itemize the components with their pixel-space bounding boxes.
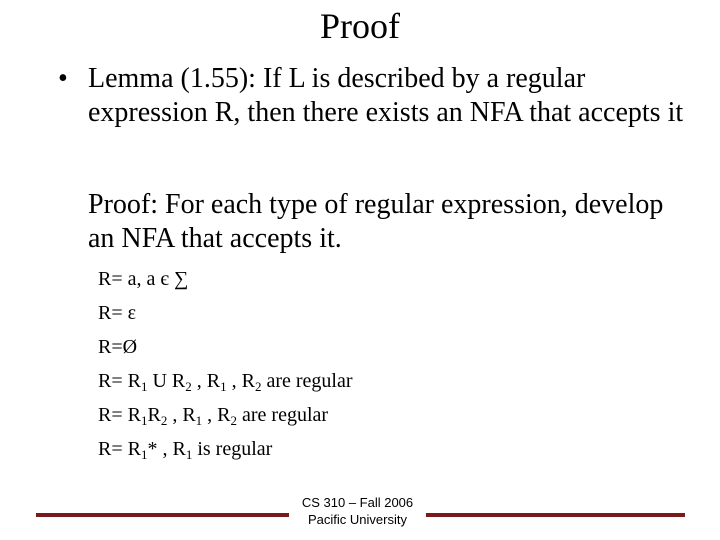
case-text: R=Ø bbox=[98, 336, 138, 358]
case-text: , R bbox=[202, 404, 231, 426]
footer bbox=[289, 494, 426, 528]
subscript: 2 bbox=[160, 413, 168, 428]
subscript: 1 bbox=[220, 379, 227, 394]
case-text: R bbox=[147, 404, 161, 426]
regex-case bbox=[98, 398, 353, 432]
case-text: , R bbox=[167, 404, 196, 426]
regex-case-list bbox=[98, 262, 353, 466]
case-text: R= R bbox=[98, 370, 141, 392]
subscript: 1 bbox=[195, 413, 203, 428]
case-text: R= ε bbox=[98, 302, 137, 324]
case-text: is regular bbox=[192, 438, 273, 460]
bullet-marker: • bbox=[58, 63, 68, 94]
footer-course: CS 310 – Fall 2006 bbox=[301, 495, 414, 510]
regex-case bbox=[98, 330, 353, 364]
footer-rule-right bbox=[426, 513, 685, 517]
regex-case bbox=[98, 296, 353, 330]
lemma-statement: Lemma (1.55): If L is described by a regular expression R, then there exists an NFA that accepts it bbox=[88, 63, 684, 128]
subscript: 1 bbox=[140, 413, 148, 428]
subscript: 2 bbox=[230, 413, 237, 428]
subscript: 1 bbox=[140, 379, 148, 394]
case-text: are regular bbox=[261, 370, 353, 392]
case-text: , R bbox=[226, 370, 255, 392]
slide-title: Proof bbox=[320, 6, 400, 46]
case-text: R= R bbox=[98, 438, 141, 460]
subscript: 1 bbox=[185, 447, 193, 462]
footer-rule-left bbox=[36, 513, 289, 517]
regex-case bbox=[98, 432, 353, 466]
subscript: 2 bbox=[254, 379, 262, 394]
case-text: , R bbox=[191, 370, 221, 392]
case-text: U R bbox=[147, 370, 186, 392]
regex-case bbox=[98, 364, 353, 398]
subscript: 1 bbox=[140, 447, 148, 462]
subscript: 2 bbox=[185, 379, 192, 394]
proof-statement: Proof: For each type of regular expression, develop an NFA that accepts it. bbox=[88, 189, 664, 254]
case-text: R= a, a є ∑ bbox=[98, 268, 189, 290]
footer-university: Pacific University bbox=[308, 512, 407, 527]
regex-case bbox=[98, 262, 353, 296]
case-text: * , R bbox=[147, 438, 186, 460]
case-text: R= R bbox=[98, 404, 141, 426]
case-text: are regular bbox=[237, 404, 329, 426]
